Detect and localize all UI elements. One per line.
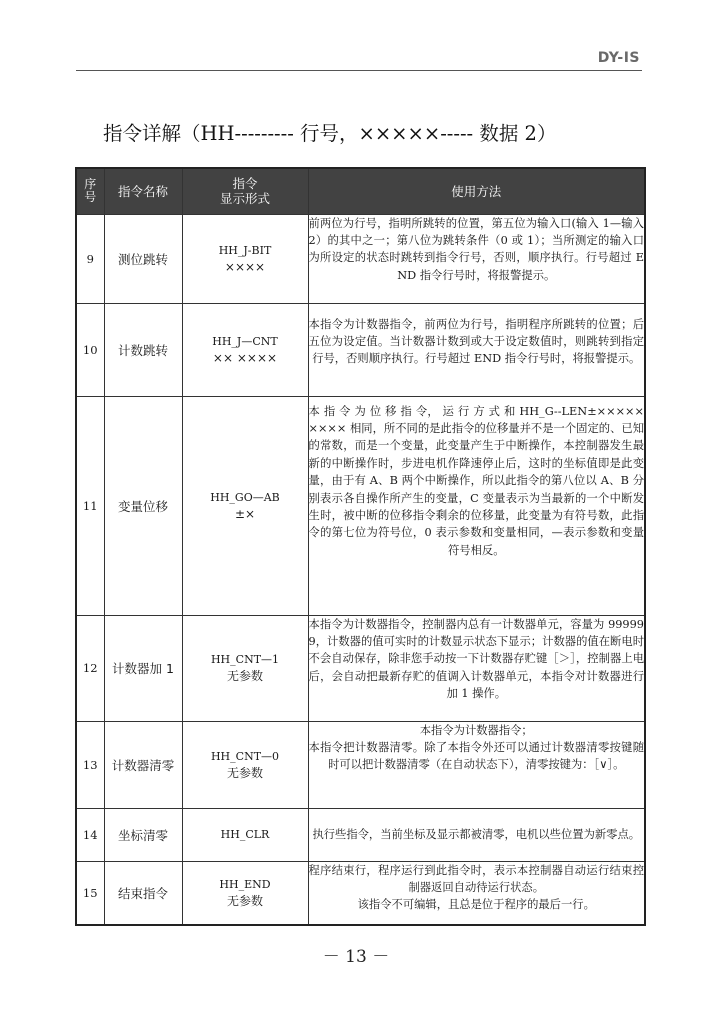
- display-code: HH_J-BIT: [218, 243, 272, 257]
- row-display: [182, 396, 308, 615]
- table-row: [76, 615, 645, 721]
- row-name: 计数器清零: [104, 721, 182, 808]
- row-usage: 本指令为计数器指令，前两位为行号，指明程序所跳转的位置；后五位为设定值。当计数器计数到或大于设定数值时，则跳转到指定行号，否则顺序执行。行号超过 END 指令行号时，将报警提示。: [308, 303, 645, 396]
- page-number: － 13 －: [322, 947, 390, 967]
- column-header-name: 指令名称: [104, 168, 182, 214]
- row-display: [182, 214, 308, 303]
- row-display: [182, 808, 308, 861]
- row-display: [182, 615, 308, 721]
- row-name: 测位跳转: [104, 214, 182, 303]
- row-usage: [308, 861, 645, 925]
- display-param: 无参数: [226, 893, 263, 908]
- display-param: 无参数: [226, 765, 263, 780]
- display-code: HH_CLR: [220, 827, 270, 841]
- document-code: DY-IS: [597, 50, 640, 66]
- row-display: [182, 303, 308, 396]
- table-header-row: [76, 168, 645, 214]
- column-header-no: [76, 168, 104, 214]
- row-display: [182, 861, 308, 925]
- row-no: 9: [76, 214, 104, 303]
- row-name: 坐标清零: [104, 808, 182, 861]
- column-header-usage: 使用方法: [308, 168, 645, 214]
- row-display: [182, 721, 308, 808]
- usage-line: 本指令把计数器清零。除了本指令外还可以通过计数器清零按键随时可以把计数器清零（在自动状态下），清零按键为：［∨］。: [308, 740, 644, 772]
- usage-line: 程序结束行，程序运行到此指令时，表示本控制器自动运行结束控制器返回自动待运行状态。: [308, 863, 644, 894]
- row-name: 计数跳转: [104, 303, 182, 396]
- section-heading: 指令详解（HH--------- 行号，×××××----- 数据 2）: [103, 122, 557, 145]
- row-name: 变量位移: [104, 396, 182, 615]
- column-header-display-text: 指令 显示形式: [219, 176, 270, 207]
- display-code: HH_CNT—0: [210, 749, 280, 763]
- display-code: HH_END: [219, 877, 271, 891]
- table-row: [76, 808, 645, 861]
- row-usage: [308, 721, 645, 808]
- row-usage: 本指令为计数器指令，控制器内总有一计数器单元，容量为 999999，计数器的值可实时的计数显示状态下显示；计数器的值在断电时不会自动保存，除非您手动按一下计数器存贮键［＞］，控制器上电后，会自动把最新存贮的值调入计数器单元，本指令对计数器进行加 1 操作。: [308, 615, 645, 721]
- table-row: [76, 214, 645, 303]
- row-usage: 本 指 令 为 位 移 指 令， 运 行 方 式 和 HH_G--LEN±××××××××× 相同，所不同的是此指令的位移量并不是一个固定的、已知的常数，而是一个变量，此变量产生于中断操作，本控制器发生最新的中断操作时，步进电机作降速停止后，这时的坐标值即是此变量，由于有 A、B 两个中断操作，所以此指令的第八位以 A、B 分别表示各自操作所产生的变量，C 变量表示为当最新的一个中断发生时，被中断的位移指令剩余的位移量，此变量为有符号数，此指令的第七位为符号位，0 表示参数和变量相同，—表示参数和变量符号相反。: [308, 396, 645, 615]
- row-no: 10: [76, 303, 104, 396]
- row-no: 13: [76, 721, 104, 808]
- row-name: 计数器加 1: [104, 615, 182, 721]
- row-no: 15: [76, 861, 104, 925]
- display-code: HH_CNT—1: [210, 653, 280, 666]
- column-header-no-text: 序 号: [84, 177, 97, 205]
- table-row: [76, 861, 645, 925]
- header-divider: [76, 70, 642, 71]
- table-row: [76, 396, 645, 615]
- row-no: 14: [76, 808, 104, 861]
- column-header-display: [182, 168, 308, 214]
- display-param: ×× ××××: [212, 350, 278, 365]
- row-no: 12: [76, 615, 104, 721]
- display-param: 无参数: [226, 669, 263, 683]
- row-usage: 执行些指令，当前坐标及显示都被清零，电机以些位置为新零点。: [308, 808, 645, 861]
- display-code: HH_J—CNT: [212, 334, 278, 348]
- display-param: ××××: [224, 259, 266, 274]
- display-param: ±×: [234, 506, 256, 521]
- usage-line: 本指令为计数器指令；: [419, 723, 533, 737]
- instruction-table: [75, 167, 646, 926]
- table-row: [76, 303, 645, 396]
- usage-line: 该指令不可编辑，且总是位于程序的最后一行。: [357, 898, 595, 912]
- display-code: HH_GO—AB: [210, 490, 280, 504]
- table-row: [76, 721, 645, 808]
- row-no: 11: [76, 396, 104, 615]
- row-name: 结束指令: [104, 861, 182, 925]
- row-usage: 前两位为行号，指明所跳转的位置，第五位为输入口(输入 1—输入 2）的其中之一；第八位为跳转条件（0 或 1）；当所测定的输入口为所设定的状态时跳转到指令行号，否则，顺序执行。行号超过 END 指令行号时，将报警提示。: [308, 214, 645, 303]
